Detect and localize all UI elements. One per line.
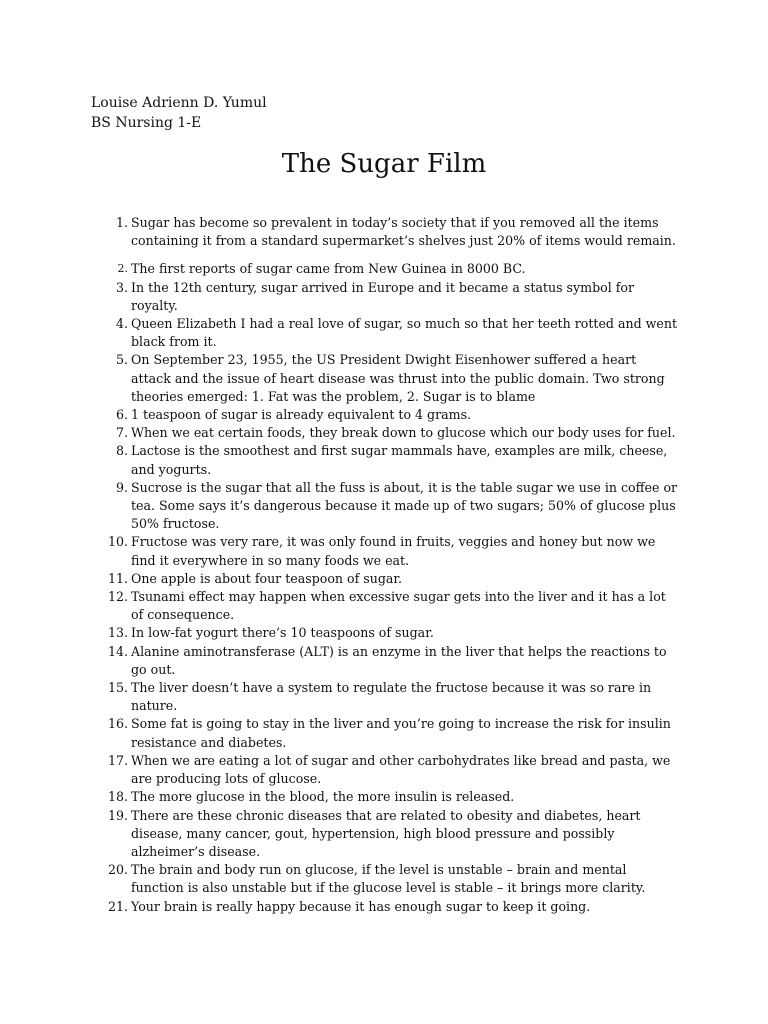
list-item — [104, 715, 679, 751]
list-item — [104, 279, 679, 315]
list-item-text: Sugar has become so prevalent in today’s society that if you removed all the items containing it from a standard supermarket’s shelves just 20% of items would remain. — [131, 215, 676, 249]
list-item-text: Sucrose is the sugar that all the fuss is about, it is the table sugar we use in coffee or tea. Some says it’s dangerous because it made up of two sugars; 50% of glucose plus 50% fructose. — [131, 479, 678, 532]
list-item — [104, 898, 679, 916]
list-item-text: When we eat certain foods, they break down to glucose which our body uses for fuel. — [131, 425, 676, 441]
list-item — [104, 679, 679, 715]
list-item-number: 3 . — [104, 279, 128, 297]
list-item — [104, 479, 679, 534]
list-item-number: 13 . — [104, 624, 128, 642]
list-item-number: 12 . — [104, 588, 128, 606]
list-item-number: 18 . — [104, 788, 128, 806]
list-item-text: Some fat is going to stay in the liver and you’re going to increase the risk for insulin resistance and diabetes. — [131, 716, 671, 750]
list-item — [104, 533, 679, 569]
list-item-text: Fructose was very rare, it was only found in fruits, veggies and honey but now we find it everywhere in so many foods we eat. — [131, 534, 656, 568]
list-item — [104, 442, 679, 478]
list-item — [104, 624, 679, 642]
list-item — [104, 315, 679, 351]
list-item-text: When we are eating a lot of sugar and other carbohydrates like bread and pasta, we are producing lots of glucose. — [131, 752, 671, 787]
list-item — [104, 406, 679, 424]
list-item-text: In the 12th century, sugar arrived in Europe and it became a status symbol for royalty. — [131, 279, 635, 313]
list-item-text: Your brain is really happy because it has enough sugar to keep it going. — [131, 898, 591, 914]
list-item-number: 20 . — [104, 861, 128, 879]
list-item-number: 16 . — [104, 715, 128, 733]
list-item — [104, 588, 679, 624]
list-item-number: 21 . — [104, 898, 128, 916]
list-item-text: The liver doesn’t have a system to regulate the fructose because it was so rare in nature. — [131, 680, 652, 714]
facts-list — [104, 214, 679, 916]
list-item-number: 1 . — [104, 214, 128, 232]
author-name: Louise Adrienn D. Yumul — [91, 95, 267, 111]
list-item-number: 5 . — [104, 351, 128, 369]
list-item-text: Alanine aminotransferase (ALT) is an enzyme in the liver that helps the reactions to go out. — [131, 643, 667, 677]
list-item — [104, 807, 679, 862]
author-block — [91, 93, 267, 133]
list-item-number: 7 . — [104, 424, 128, 442]
list-item-text: The brain and body run on glucose, if the level is unstable – brain and mental function is also unstable but if the glucose level is stable – it brings more clarity. — [131, 862, 646, 896]
list-item — [104, 752, 679, 788]
list-item-text: There are these chronic diseases that are related to obesity and diabetes, heart disease, many cancer, gout, hypertension, high blood pressure and possibly alzheimer’s disease. — [131, 807, 641, 859]
list-item-text: In low-fat yogurt there’s 10 teaspoons of sugar. — [131, 625, 434, 641]
list-item-number: 19 . — [104, 807, 128, 825]
list-item-number: 17 . — [104, 752, 128, 770]
list-item-number: 6 . — [104, 406, 128, 424]
list-item — [104, 788, 679, 806]
list-item-text: One apple is about four teaspoon of sugar. — [131, 570, 403, 586]
list-item — [104, 570, 679, 588]
document-title: The Sugar Film — [281, 149, 487, 179]
author-course: BS Nursing 1-E — [91, 115, 202, 131]
list-item-text: Queen Elizabeth I had a real love of sugar, so much so that her teeth rotted and went black from it. — [131, 316, 678, 350]
list-item — [104, 643, 679, 679]
list-item-number: 4 . — [104, 315, 128, 333]
list-item-number: 8 . — [104, 442, 128, 460]
list-item-number: 9 . — [104, 479, 128, 497]
list-item — [104, 214, 679, 250]
list-item-text: 1 teaspoon of sugar is already equivalent to 4 grams. — [131, 407, 472, 423]
list-item-text: Lactose is the smoothest and first sugar mammals have, examples are milk, cheese, and yogurts. — [131, 443, 668, 477]
list-item-number: 15 . — [104, 679, 128, 697]
list-item-text: The more glucose in the blood, the more insulin is released. — [131, 789, 515, 805]
list-item — [104, 861, 679, 897]
list-item — [104, 424, 679, 442]
list-item-text: On September 23, 1955, the US President Dwight Eisenhower suffered a heart attack and the issue of heart disease was thrust into the public domain. Two strong theories emerged: 1. Fat was the problem, 2. Sugar is to blame — [131, 352, 665, 404]
list-item-text: The first reports of sugar came from New Guinea in 8000 BC. — [131, 261, 526, 277]
list-item — [104, 351, 679, 406]
list-item-number: 11 . — [104, 570, 128, 588]
list-item-number: 14 . — [104, 643, 128, 661]
list-item-number: 2 . — [104, 260, 128, 278]
list-item-text: Tsunami effect may happen when excessive sugar gets into the liver and it has a lot of consequence. — [131, 589, 666, 623]
list-item — [104, 260, 679, 278]
list-item-number: 10 . — [104, 533, 128, 551]
